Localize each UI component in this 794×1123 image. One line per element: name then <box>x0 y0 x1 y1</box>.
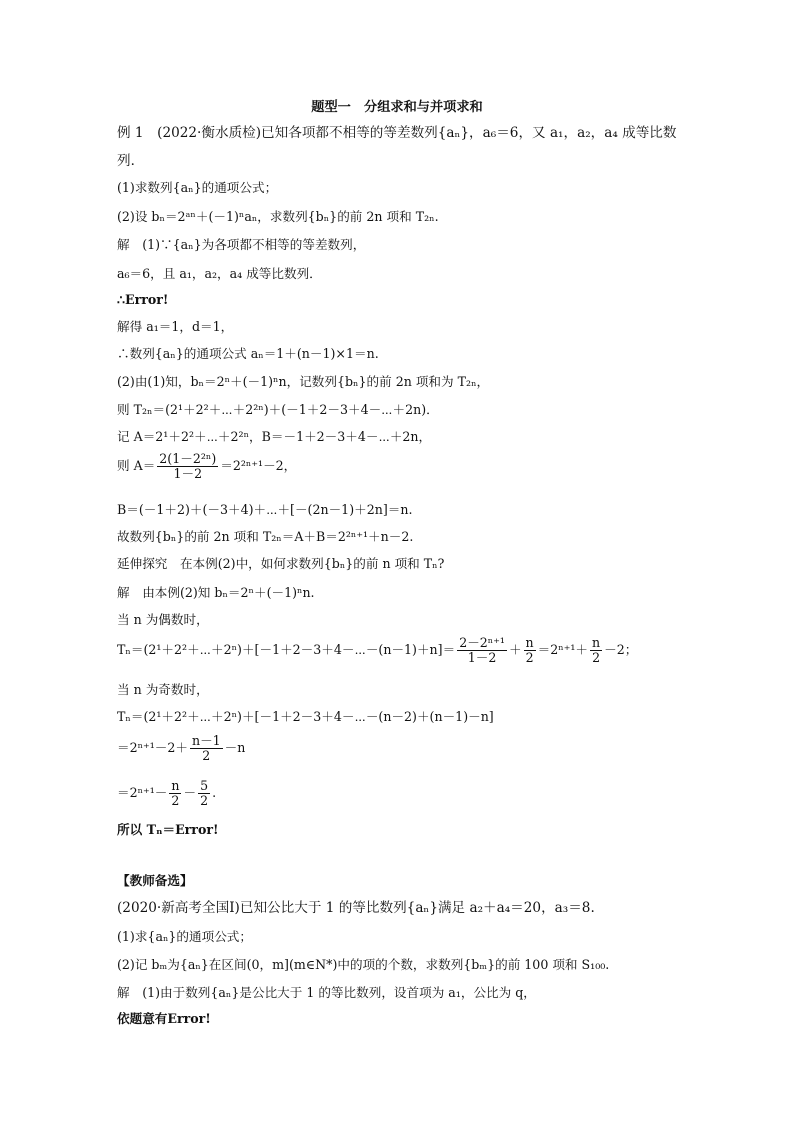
denominator: 2 <box>592 650 601 665</box>
numerator: n <box>592 635 601 650</box>
numerator: 2－2ⁿ⁺¹ <box>459 635 505 650</box>
example-statement-cont: 列． <box>117 153 145 169</box>
fraction <box>524 636 536 665</box>
formula-line <box>117 779 216 808</box>
solution-line: 故数列{bₙ}的前 2n 项和 T₂ₙ＝A＋B＝2²ⁿ⁺¹＋n－2. <box>117 529 414 544</box>
solution-line: 解 (1)由于数列{aₙ}是公比大于 1 的等比数列，设首项为 a₁，公比为 q， <box>117 985 536 1000</box>
question-2: (2)记 bₘ为{aₙ}在区间(0，m](m∈N*)中的项的个数，求数列{bₘ}的前 100 项和 S₁₀₀. <box>117 957 610 972</box>
denominator: 1－2 <box>467 650 497 665</box>
solution-line: Tₙ＝(2¹＋2²＋⋯＋2ⁿ)＋[－1＋2－3＋4－⋯－(n－2)＋(n－1)－n] <box>117 709 494 724</box>
solution-line: 解 由本例(2)知 bₙ＝2ⁿ＋(－1)ⁿn. <box>117 585 315 600</box>
text-run: . <box>212 785 217 800</box>
problem-statement: (2020·新高考全国Ⅰ)已知公比大于 1 的等比数列{aₙ}满足 a₂＋a₄＝20，a₃＝8. <box>117 900 595 916</box>
text-run: ＝2ⁿ⁺¹－2＋ <box>117 740 188 755</box>
denominator: 2 <box>202 748 211 763</box>
solution-line: 则 T₂ₙ＝(2¹＋2²＋⋯＋2²ⁿ)＋(－1＋2－3＋4－⋯＋2n)． <box>117 402 439 417</box>
solution-line: 当 n 为偶数时， <box>117 612 209 627</box>
solution-line: a₆＝6，且 a₁，a₂，a₄ 成等比数列． <box>117 266 322 281</box>
text-run: ＝2ⁿ⁺¹－ <box>117 785 168 800</box>
denominator: 2 <box>525 650 534 665</box>
numerator: n <box>171 778 180 793</box>
formula-line <box>117 452 296 481</box>
solution-line: 记 A＝2¹＋2²＋⋯＋2²ⁿ，B＝－1＋2－3＋4－⋯＋2n， <box>117 429 432 444</box>
text-run: ＝2²ⁿ⁺¹－2， <box>220 458 297 473</box>
question-1: (1)求{aₙ}的通项公式； <box>117 929 252 944</box>
numerator: 2(1－2²ⁿ) <box>159 451 217 466</box>
numerator: n <box>525 635 534 650</box>
example-statement: 例 1 (2022·衡水质检)已知各项都不相等的等差数列{aₙ}，a₆＝6，又 a₁，a₂，a₄ 成等比数 <box>117 125 677 141</box>
question-2: (2)设 bₙ＝2ᵃⁿ＋(－1)ⁿaₙ，求数列{bₙ}的前 2n 项和 T₂ₙ. <box>117 209 439 224</box>
solution-line: 依题意有Error! <box>117 1011 211 1026</box>
fraction <box>190 734 223 763</box>
section-title: 题型一 分组求和与并项求和 <box>311 100 483 115</box>
solution-line: ∴数列{aₙ}的通项公式 aₙ＝1＋(n－1)×1＝n. <box>117 346 379 361</box>
extension-heading: 延伸探究 在本例(2)中，如何求数列{bₙ}的前 n 项和 Tₙ? <box>117 556 445 571</box>
denominator: 2 <box>171 793 180 808</box>
solution-line: 解 (1)∵{aₙ}为各项都不相等的等差数列， <box>117 237 366 252</box>
text-run: ＝2ⁿ⁺¹＋ <box>537 642 589 657</box>
solution-line: B＝(－1＋2)＋(－3＋4)＋⋯＋[－(2n－1)＋2n]＝n. <box>117 502 413 517</box>
formula-line <box>117 734 245 763</box>
text-run: Tₙ＝(2¹＋2²＋⋯＋2ⁿ)＋[－1＋2－3＋4－⋯－(n－1)＋n]＝ <box>117 642 456 657</box>
solution-line: (2)由(1)知，bₙ＝2ⁿ＋(－1)ⁿn，记数列{bₙ}的前 2n 项和为 T₂ₙ， <box>117 374 490 389</box>
fraction <box>457 636 507 665</box>
solution-line: ∴Error! <box>117 292 169 307</box>
text-run: ＋ <box>508 642 522 657</box>
denominator: 2 <box>200 793 209 808</box>
fraction <box>590 636 602 665</box>
solution-line: 所以 Tₙ＝Error! <box>117 822 219 837</box>
text-run: 则 A＝ <box>117 458 156 473</box>
text-run: －n <box>224 740 246 755</box>
denominator: 1－2 <box>173 466 203 481</box>
fraction <box>198 779 210 808</box>
solution-line: 解得 a₁＝1，d＝1， <box>117 319 234 334</box>
teacher-selection-heading: 【教师备选】 <box>117 873 193 888</box>
text-run: －2； <box>604 642 638 657</box>
solution-line: 当 n 为奇数时， <box>117 682 209 697</box>
question-1: (1)求数列{aₙ}的通项公式； <box>117 180 278 195</box>
text-run: － <box>183 785 197 800</box>
fraction <box>169 779 181 808</box>
formula-line <box>117 636 637 665</box>
fraction <box>157 452 218 481</box>
numerator: n－1 <box>191 733 221 748</box>
numerator: 5 <box>200 778 209 793</box>
